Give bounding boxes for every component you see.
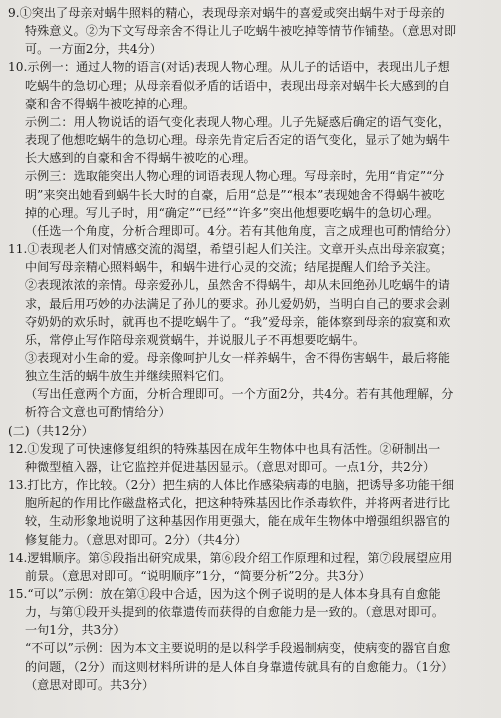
answer-line: （写出任意两个方面，分析合理即可。一个方面2分，共4分。若有其他理解，分 (25, 387, 454, 402)
answer-13 (8, 476, 493, 549)
answer-line: 力，与第①段开头提到的依靠遗传而获得的自愈能力是一致的。（意思对即可。 (25, 605, 444, 620)
answer-line: 长大感到的自豪和舍不得蜗牛被吃的心理。 (25, 151, 256, 166)
answer-line: 一句1分，共3分） (25, 623, 126, 638)
answer-line: 夺奶奶的欢乐时，就再也不提吃蜗牛了。“我”爱母亲，能体察到母亲的寂寞和欢 (25, 314, 451, 329)
answer-15 (8, 585, 493, 694)
answer-9 (8, 4, 493, 58)
answer-line: ②表现浓浓的亲情。母亲爱孙儿，虽然舍不得蜗牛，却从未回绝孙儿吃蜗牛的请 (25, 278, 451, 293)
answer-line: 修复能力。（意思对即可。2分）（共4分） (25, 532, 247, 547)
answer-line: 独立生活的蜗牛放生并继续照料它们。 (25, 369, 232, 384)
answer-10 (8, 58, 493, 240)
answer-14 (8, 549, 493, 585)
answer-line: 12.①发现了可快速修复组织的特殊基因在成年生物体中也具有活性。②研制出一 (8, 441, 441, 456)
answer-line: 10.示例一：通过人物的语言(对话)表现人物心理。从儿子的话语中，表现出儿子想 (8, 60, 450, 75)
answer-line: 求，最后用巧妙的办法满足了孙儿的要求。孙儿爱奶奶，当明白自己的要求会剥 (25, 296, 451, 311)
section-heading-two: (二)（共12分） (8, 423, 94, 438)
answer-line: 豪和舍不得蜗牛被吃掉的心理。 (25, 96, 196, 111)
answer-line: 种微型植入器，让它监控并促进基因显示。（意思对即可。一点1分，共2分） (25, 459, 436, 474)
answer-line: （任选一个角度，分析合理即可。4分。若有其他角度，言之成理也可酌情给分） (25, 223, 458, 238)
answer-line: 14.逻辑顺序。第⑤段指出研究成果，第⑥段介绍工作原理和过程，第⑦段展望应用 (8, 550, 453, 565)
answer-line: ③表现对小生命的爱。母亲像呵护儿女一样养蜗牛，舍不得伤害蜗牛，最后将能 (25, 350, 451, 365)
answer-line: 掉的心理。写儿子时，用“确定”“已经”“许多”突出他想要吃蜗牛的急切心理。 (25, 205, 439, 220)
answer-11 (8, 240, 493, 422)
answer-line: 较，生动形象地说明了这种基因作用更强大，能在成年生物体中增强组织器官的 (25, 514, 451, 529)
answer-line: 13.打比方，作比较。（2分）把生病的人体比作感染病毒的电脑，把诱导多功能干细 (8, 478, 455, 493)
answer-line: 的问题，（2分）而这则材料所讲的是人体自身靠遗传就具有的自愈能力。（1分） (25, 659, 454, 674)
answer-line: “不可以”示例：因为本文主要说明的是以科学手段遏制病变，使病变的器官自愈 (25, 641, 451, 656)
answer-line: 示例三：选取能突出人物心理的词语表现人物心理。写母亲时，先用“肯定”“分 (25, 169, 445, 184)
answer-line: 9.①突出了母亲对蜗牛照料的精心，表现母亲对蜗牛的喜爱或突出蜗牛对于母亲的 (8, 6, 445, 20)
answer-12 (8, 440, 493, 476)
answer-line: 表现了他想吃蜗牛的急切心理。母亲先肯定后否定的语气变化，显示了她为蜗牛 (25, 133, 451, 148)
answer-line: 15.“可以”示例：放在第①段中合适，因为这个例子说明的是人体本身具有自愈能 (8, 587, 441, 601)
answer-line: 胞所起的作用比作磁盘格式化，把这种特殊基因比作杀毒软件，并将两者进行比 (25, 496, 451, 511)
answer-line: 11.①表现老人们对情感交流的渴望，希望引起人们关注。文章开头点出母亲寂寞； (8, 242, 453, 257)
answer-line: 示例二：用人物说话的语气变化表现人物心理。儿子先疑惑后确定的语气变化， (25, 114, 451, 129)
answer-line: 前景。（意思对即可。“说明顺序”1分，“简要分析”2分。共3分） (25, 568, 371, 583)
answer-line: 吃蜗牛的急切心理；从母亲看似矛盾的话语中，表现出母亲对蜗牛长大感到的自 (25, 78, 451, 93)
answer-line: 乐，常停止写作陪母亲观赏蜗牛，并说服儿子不再想要吃蜗牛。 (25, 332, 366, 347)
answer-line: 特殊意义。②为下文写母亲舍不得让儿子吃蜗牛被吃掉等情节作铺垫。（意思对即 (25, 24, 457, 39)
answer-line: 明”来突出她看到蜗牛长大时的自豪，后用“总是”“根本”表现她舍不得蜗牛被吃 (25, 187, 445, 202)
answer-line: 析符合文意也可酌情给分） (25, 405, 171, 420)
answer-line: 中间写母亲精心照料蜗牛，和蜗牛进行心灵的交流；结尾提醒人们给予关注。 (25, 260, 438, 275)
answer-line: 可。一方面2分，共4分） (25, 42, 162, 57)
answer-line: （意思对即可。共3分） (25, 677, 155, 692)
